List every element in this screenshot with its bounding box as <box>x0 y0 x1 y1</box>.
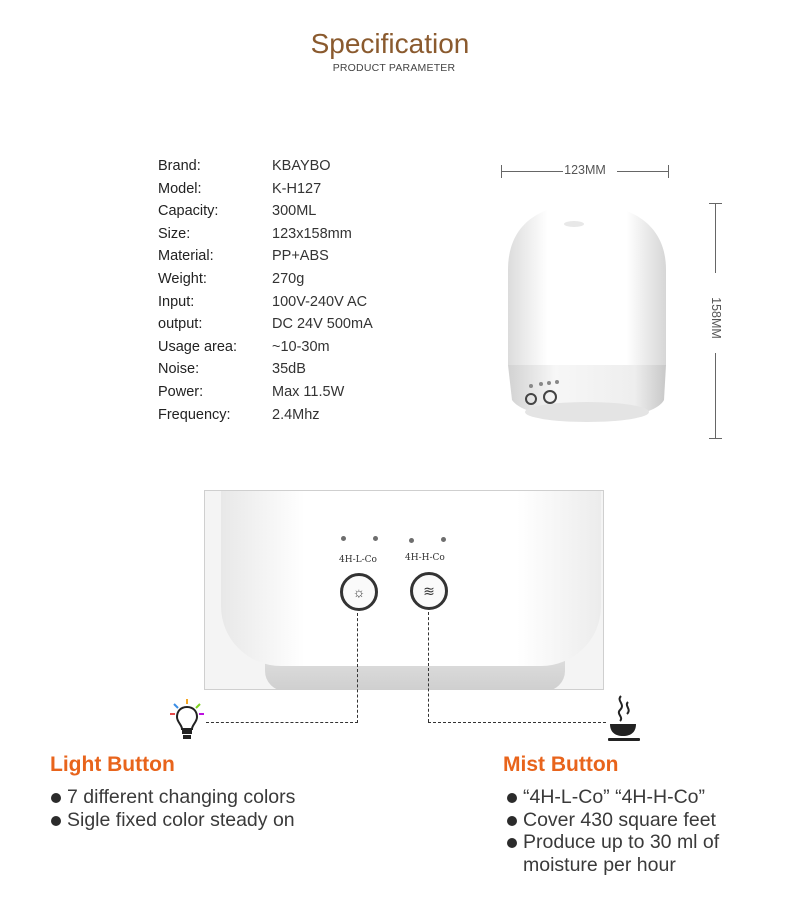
width-dimension <box>501 163 669 179</box>
mist-button-label: 4H-H-Co <box>405 553 445 563</box>
spec-value: 35dB <box>272 361 306 378</box>
spec-row <box>158 339 373 362</box>
spec-row <box>158 248 373 271</box>
dimension-line <box>617 171 669 172</box>
height-dimension <box>700 203 732 439</box>
diffuser-image <box>500 200 680 440</box>
mist-button-heading: Mist Button <box>503 753 619 776</box>
spec-key: Frequency: <box>158 406 231 423</box>
light-button-label: 4H-L-Co <box>339 555 377 565</box>
spec-key: Power: <box>158 383 204 400</box>
spec-value: 123x158mm <box>272 225 352 242</box>
spec-value: 270g <box>272 270 305 287</box>
spec-row <box>158 316 373 339</box>
light-button-heading: Light Button <box>50 753 175 776</box>
mist-leader-line <box>428 722 606 723</box>
indicator-led <box>441 537 446 542</box>
indicator-led <box>341 536 346 541</box>
steaming-cup-icon <box>607 694 641 742</box>
spec-key: Usage area: <box>158 338 237 355</box>
list-item: Sigle fixed color steady on <box>49 809 379 832</box>
mist-leader-line <box>428 612 429 722</box>
light-leader-line <box>357 613 358 723</box>
spec-key: output: <box>158 316 203 333</box>
spec-key: Brand: <box>158 158 201 174</box>
spec-value: PP+ABS <box>272 248 329 265</box>
height-label: 158MM <box>709 297 723 339</box>
spec-row <box>158 271 373 294</box>
sun-icon: ☼ <box>352 584 366 600</box>
light-bulb-icon <box>168 698 206 744</box>
page-subtitle: PRODUCT PARAMETER <box>332 62 456 74</box>
spec-value: 2.4Mhz <box>272 406 320 423</box>
dimension-line <box>715 353 716 439</box>
page-title: Specification <box>310 28 470 59</box>
button-closeup <box>204 490 604 690</box>
spec-key: Material: <box>158 248 214 265</box>
width-label: 123MM <box>564 163 606 177</box>
spec-value: 300ML <box>272 203 317 220</box>
spec-table <box>158 158 373 429</box>
dimension-cap <box>709 438 722 439</box>
spec-value: KBAYBO <box>272 158 331 174</box>
list-item: Cover 430 square feet <box>505 809 775 832</box>
spec-value: K-H127 <box>272 180 322 197</box>
spec-row <box>158 294 373 317</box>
dimension-cap <box>668 165 669 178</box>
wave-icon: ≋ <box>423 582 435 599</box>
list-item: “4H-L-Co” “4H-H-Co” <box>505 786 775 809</box>
spec-row <box>158 181 373 204</box>
spec-value: Max 11.5W <box>272 383 345 400</box>
spec-key: Capacity: <box>158 203 219 220</box>
spec-key: Size: <box>158 225 191 242</box>
spec-row <box>158 384 373 407</box>
list-item: Produce up to 30 ml of moisture per hour <box>505 831 775 876</box>
spec-key: Noise: <box>158 361 200 378</box>
spec-row <box>158 361 373 384</box>
spec-key: Weight: <box>158 270 207 287</box>
spec-row <box>158 158 373 181</box>
mist-button[interactable] <box>410 572 448 610</box>
spec-value: 100V-240V AC <box>272 293 368 310</box>
mist-feature-list <box>505 786 775 876</box>
spec-key: Input: <box>158 293 195 310</box>
list-item: 7 different changing colors <box>49 786 379 809</box>
light-feature-list <box>49 786 379 831</box>
spec-value: ~10-30m <box>272 338 330 355</box>
spec-row <box>158 226 373 249</box>
indicator-led <box>409 538 414 543</box>
spec-row <box>158 203 373 226</box>
spec-key: Model: <box>158 180 202 197</box>
light-leader-line <box>206 722 358 723</box>
spec-row <box>158 407 373 430</box>
spec-value: DC 24V 500mA <box>272 316 373 333</box>
light-button[interactable] <box>340 573 378 611</box>
diffuser-body <box>221 490 601 666</box>
indicator-led <box>373 536 378 541</box>
dimension-line <box>715 203 716 273</box>
